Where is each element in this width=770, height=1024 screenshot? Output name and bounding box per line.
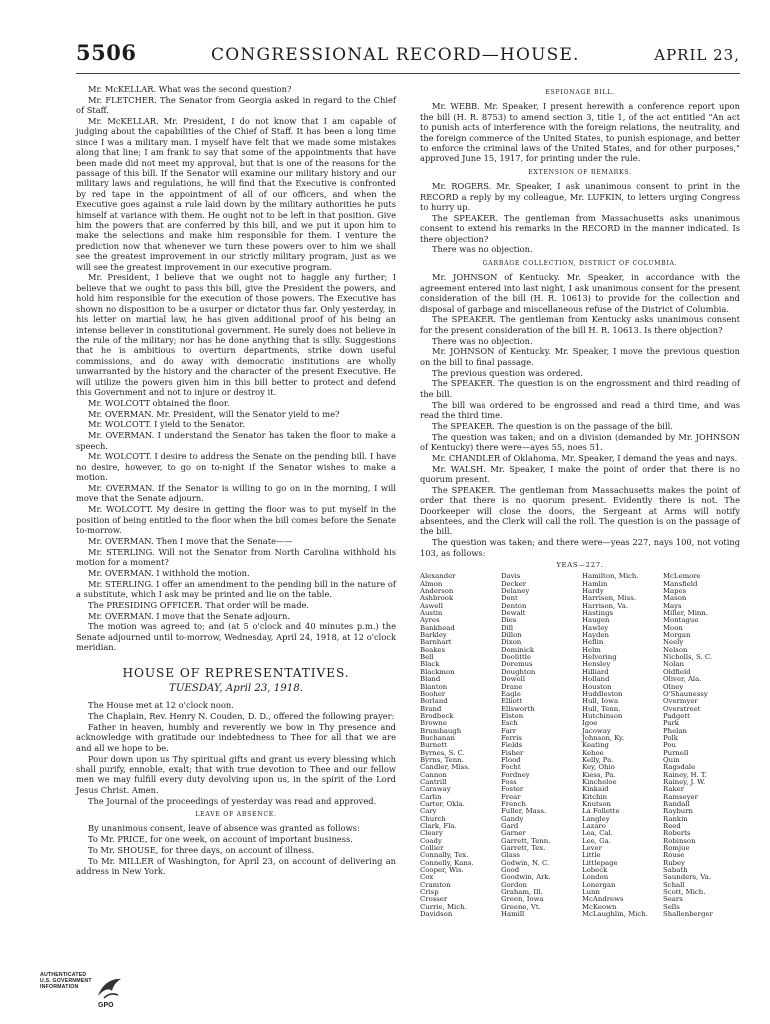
- member-name: Glass: [501, 851, 520, 860]
- member-name: Haugen: [582, 616, 610, 625]
- paragraph: The SPEAKER. The question is on the passage of the bill.: [432, 420, 673, 431]
- member-name: Ferris: [501, 733, 522, 742]
- paragraph: The question was taken; and on a division (demanded by Mr. JOHNSON of Kentucky) there were—ayes 55, noes 51.: [420, 431, 740, 452]
- member-name: Borland: [420, 697, 448, 706]
- member-name: Pou: [663, 741, 676, 750]
- member-name: Byrns, Tenn.: [420, 755, 464, 764]
- member-name: Godwin, N. C.: [501, 858, 550, 867]
- member-name: Hilliard: [582, 667, 609, 676]
- member-name: Rayburn: [663, 807, 693, 816]
- member-name: Foster: [501, 785, 524, 794]
- member-name: Dill: [501, 623, 514, 632]
- right-column: [420, 84, 740, 919]
- paragraph: The question was taken; and there were—yeas 227, nays 100, not voting 103, as follows:: [420, 537, 740, 558]
- member-name: Dewalt: [501, 609, 526, 618]
- paragraph: Mr. OVERMAN. Then I move that the Senate——: [88, 535, 293, 546]
- member-name: Hamilton, Mich.: [582, 572, 639, 581]
- paragraph: The PRESIDING OFFICER. That order will be made.: [88, 599, 310, 610]
- member-name: Overmyer: [663, 697, 698, 706]
- member-name: Kiess, Pa.: [582, 770, 616, 779]
- member-name: Elston: [501, 711, 524, 720]
- member-name: Crosser: [420, 895, 448, 904]
- member-name: Mapes: [663, 587, 687, 596]
- member-name: Alexander: [420, 572, 456, 581]
- member-name: Neely: [663, 638, 684, 647]
- member-name: O'Shaunessy: [663, 689, 708, 698]
- eagle-icon: [94, 974, 124, 1004]
- member-name: Oliver, Ala.: [663, 675, 702, 684]
- gpo-authentication-seal: [40, 972, 130, 1014]
- member-name: Gandy: [501, 814, 524, 823]
- member-name: Hayden: [582, 631, 609, 640]
- member-name: Candler, Miss.: [420, 763, 470, 772]
- paragraph: Mr. McKELLAR. Mr. President, I do not know that I am capable of judging about the capabilities of the Chief of Staff. It has been a long time since I was a military man. I myself have felt that we made some mistakes along that line; I am frank to say that some of the appointments that have been made did not meet my approval, but that is one of the reasons for the passage of this bill. If the Senator will examine our military history and our military laws and regulations, he will find that the Executive is confronted by red tape in the appointment of all of our officers, and when the Executive goes against a rule laid down by the military authorities he puts himself at variance with them. He ought not to be left in that position. Give him the powers that are conferred by this bill, and we put it upon him to make the selections and make him responsible for them. I venture the prediction now that whenever we turn these powers over to him we shall see the greatest improvement in our strictly military program, just as we will see the greatest improvement in our executive program.: [76, 116, 396, 272]
- member-name: Connally, Tex.: [420, 851, 469, 860]
- member-name: Randall: [663, 800, 690, 808]
- yeas-name-list: [420, 573, 740, 918]
- member-name: Esch: [501, 719, 518, 728]
- member-name: Brand: [420, 704, 442, 713]
- extension-section: [420, 181, 740, 255]
- member-name: Decker: [501, 579, 527, 588]
- member-name: Caraway: [420, 785, 451, 794]
- member-name: Ramseyer: [663, 792, 698, 801]
- member-name: Ashbrook: [420, 594, 454, 603]
- member-name: Hull, Tenn.: [582, 704, 621, 713]
- member-name: Johnson, Ky.: [582, 733, 625, 742]
- member-name: Denton: [501, 601, 527, 610]
- member-name: Connelly, Kans.: [420, 858, 474, 867]
- paragraph: Father in heaven, humbly and reverently we bow in Thy presence and acknowledge with gratitude our indebtedness to Thee for all that we are and all we hope to be.: [76, 721, 396, 753]
- member-name: Clark, Fla.: [420, 822, 457, 831]
- member-name: Garrett, Tex.: [501, 844, 546, 853]
- member-name: London: [582, 873, 609, 882]
- member-name: Fuller, Mass.: [501, 807, 547, 816]
- paragraph: The SPEAKER. The gentleman from Kentucky asks unanimous consent for the present consideration of the bill H. R. 10613. Is there objection?: [420, 314, 740, 335]
- left-column: [76, 84, 396, 919]
- paragraph: The House met at 12 o'clock noon.: [88, 700, 234, 711]
- member-name: Black: [420, 660, 440, 669]
- yeas-column: [420, 573, 497, 918]
- member-name: Littlepage: [582, 858, 618, 867]
- extension-heading: EXTENSION OF REMARKS.: [528, 168, 632, 176]
- paragraph: Mr. President, I believe that we ought not to haggle any further; I believe that we ought to pass this bill, give the President the powers, and hold him responsible for the execution of those powers. The Executive has shown no disposition to be a usurper or dictator thus far. Only yesterday, in his letter on martial law, he has given additional proof of his being an intense believer in constitutional government. He surely does not believe in the rule of the military; nor has he done anything that is silly. Suggestions that he is ambitious to overturn departments, strike down useful commissions, and do away with democratic institutions are wholly unwarranted by the history and the character of the present Executive. He will utilize the powers given him in this bill better to protect and defend this Government and not to injure or destroy it.: [76, 272, 396, 397]
- member-name: Igoe: [582, 719, 598, 728]
- member-name: Schall: [663, 880, 685, 889]
- member-name: Beakes: [420, 645, 446, 654]
- paragraph: The SPEAKER. The gentleman from Massachusetts makes the point of order that there is no quorum present. Evidently there is not. The Doorkeeper will close the doors, the Sergeant at Arms will notify absentees, and the Clerk will call the roll. The question is on the passage of the bill.: [420, 484, 740, 537]
- member-name: Hardy: [582, 587, 604, 596]
- member-name: Holland: [582, 675, 610, 684]
- member-name: Eagle: [501, 689, 521, 698]
- member-name: Jacoway: [582, 726, 611, 735]
- paragraph: To Mr. PRICE, for one week, on account of important business.: [88, 834, 353, 845]
- member-name: Polk: [663, 733, 678, 742]
- member-name: Cannon: [420, 770, 447, 779]
- member-name: Elliott: [501, 697, 523, 706]
- member-name: Dominick: [501, 645, 535, 654]
- paragraph: Mr. WEBB. Mr. Speaker, I present herewith a conference report upon the bill (H. R. 8753) to amend section 3, title 1, of the act entitled "An act to punish acts of interference with the foreign relations, the neutrality, and the foreign commerce of the United States, to punish espionage, and better to enforce the criminal laws of the United States, and for other purposes," approved June 15, 1917, for printing under the rule.: [420, 101, 740, 164]
- member-name: McKeown: [582, 902, 617, 911]
- member-name: McLaughlin, Mich.: [582, 910, 648, 919]
- paragraph: Mr. CHANDLER of Oklahoma. Mr. Speaker, I demand the yeas and nays.: [432, 452, 738, 463]
- yeas-column: [501, 573, 578, 918]
- paragraph: There was no objection.: [432, 335, 533, 346]
- paragraph: By unanimous consent, leave of absence was granted as follows:: [88, 823, 360, 834]
- member-name: Sabath: [663, 866, 688, 875]
- member-name: Kinkaid: [582, 785, 609, 794]
- member-name: Hawley: [582, 623, 609, 632]
- member-name: Fisher: [501, 748, 524, 757]
- member-name: Davidson: [420, 910, 453, 919]
- member-name: Sears: [663, 895, 683, 904]
- member-name: Park: [663, 719, 679, 728]
- member-name: Lazaro: [582, 822, 606, 831]
- member-name: Overstreet: [663, 704, 701, 713]
- paragraph: Mr. OVERMAN. I withhold the motion.: [88, 567, 250, 578]
- paragraph: The SPEAKER. The question is on the engrossment and third reading of the bill.: [420, 378, 740, 399]
- house-heading: HOUSE OF REPRESENTATIVES.: [122, 665, 350, 680]
- member-name: Coady: [420, 836, 442, 845]
- member-name: Focht: [501, 763, 521, 772]
- member-name: McAndrews: [582, 895, 624, 904]
- yeas-column: [582, 573, 659, 918]
- paragraph: The Chaplain, Rev. Henry N. Couden, D. D., offered the following prayer:: [88, 711, 395, 722]
- paragraph: Mr. STERLING. I offer an amendment to the pending bill in the nature of a substitute, which I ask may be printed and lie on the table.: [76, 578, 396, 599]
- paragraph: To Mr. SHOUSE, for three days, on account of illness.: [88, 845, 315, 856]
- member-name: Olney: [663, 682, 684, 691]
- member-name: Garner: [501, 829, 526, 838]
- member-name: Hamill: [501, 910, 525, 919]
- member-name: Cox: [420, 873, 434, 882]
- member-name: Hastings: [582, 609, 614, 618]
- member-name: Delaney: [501, 587, 530, 596]
- member-name: Mansfield: [663, 579, 698, 588]
- paragraph: Mr. JOHNSON of Kentucky. Mr. Speaker, in accordance with the agreement entered into last night, I ask unanimous consent for the present consideration of the bill (H. R. 10613) to provide for the collection and disposal of garbage and miscellaneous refuse of the District of Columbia.: [420, 272, 740, 314]
- running-title: CONGRESSIONAL RECORD—HOUSE.: [211, 45, 580, 65]
- member-name: Rainey, J. W.: [663, 777, 706, 786]
- member-name: Lever: [582, 844, 602, 853]
- member-name: Barnhart: [420, 638, 452, 647]
- member-name: Frear: [501, 792, 521, 801]
- member-name: Fields: [501, 741, 523, 750]
- member-name: Padgett: [663, 711, 690, 720]
- member-name: Dixon: [501, 638, 522, 647]
- paragraph: Mr. OVERMAN. I understand the Senator has taken the floor to make a speech.: [76, 430, 396, 451]
- member-name: Ellsworth: [501, 704, 535, 713]
- member-name: Cooper, Wis.: [420, 866, 464, 875]
- leave-of-absence: [76, 823, 396, 876]
- member-name: Hutchinson: [582, 711, 623, 720]
- espionage-section: [420, 101, 740, 163]
- member-name: Fordney: [501, 770, 530, 779]
- house-session-date: TUESDAY, April 23, 1918.: [169, 682, 303, 694]
- page-number: 5506: [76, 40, 137, 65]
- yeas-column: [663, 573, 740, 918]
- member-name: Green, Iowa: [501, 895, 544, 904]
- member-name: Langley: [582, 814, 610, 823]
- member-name: Foss: [501, 777, 517, 786]
- member-name: Cramton: [420, 880, 451, 889]
- garbage-section: [420, 272, 740, 558]
- member-name: La Follette: [582, 807, 620, 816]
- member-name: Little: [582, 851, 601, 860]
- member-name: Church: [420, 814, 446, 823]
- member-name: Currie, Mich.: [420, 902, 467, 911]
- member-name: Hamlin: [582, 579, 608, 588]
- member-name: Nolan: [663, 660, 684, 669]
- leave-heading: LEAVE OF ABSENCE.: [195, 811, 277, 819]
- member-name: Roberts: [663, 829, 691, 838]
- member-name: Lobeck: [582, 866, 608, 875]
- member-name: Rainey, H. T.: [663, 770, 707, 779]
- paragraph: Mr. ROGERS. Mr. Speaker, I ask unanimous consent to print in the RECORD a reply by my colleague, Mr. LUFKIN, to letters urging Congress to hurry up.: [420, 181, 740, 213]
- member-name: Quin: [663, 755, 680, 764]
- espionage-heading: ESPIONAGE BILL.: [545, 89, 615, 96]
- member-name: Harrison, Va.: [582, 601, 629, 610]
- paragraph: Mr. WALSH. Mr. Speaker, I make the point of order that there is no quorum present.: [420, 463, 740, 484]
- member-name: Garrett, Tenn.: [501, 836, 551, 845]
- member-name: Byrnes, S. C.: [420, 748, 465, 757]
- member-name: Saunders, Va.: [663, 873, 712, 882]
- paragraph: Mr. JOHNSON of Kentucky. Mr. Speaker, I move the previous question on the bill to final passage.: [420, 346, 740, 367]
- seal-text: AUTHENTICATED U.S. GOVERNMENT INFORMATION: [40, 972, 92, 990]
- member-name: French: [501, 800, 526, 808]
- running-date: APRIL 23,: [654, 46, 740, 64]
- member-name: Gordon: [501, 880, 527, 889]
- member-name: Nicholls, S. C.: [663, 653, 713, 662]
- member-name: Cantrill: [420, 777, 447, 786]
- member-name: Drane: [501, 682, 523, 691]
- senate-proceedings: [76, 84, 396, 653]
- member-name: Dowell: [501, 675, 526, 684]
- member-name: Carter, Okla.: [420, 800, 465, 808]
- paragraph: Pour down upon us Thy spiritual gifts and grant us every blessing which shall purify, ennoble, exalt; that with true devotion to Thee and our fellow men we may fulfill every duty devolving upon us, in the spirit of the Lord Jesus Christ. Amen.: [76, 753, 396, 795]
- member-name: Mays: [663, 601, 682, 610]
- member-name: Cary: [420, 807, 437, 816]
- member-name: Brumbaugh: [420, 726, 462, 735]
- member-name: Harrison, Miss.: [582, 594, 636, 603]
- paragraph: Mr. OVERMAN. I move that the Senate adjourn.: [88, 610, 290, 621]
- member-name: Austin: [420, 609, 443, 618]
- member-name: Miller, Minn.: [663, 609, 708, 618]
- member-name: Crisp: [420, 888, 439, 897]
- member-name: Romjue: [663, 844, 690, 853]
- member-name: Bankhead: [420, 623, 455, 632]
- paragraph: Mr. OVERMAN. If the Senator is willing to go on in the morning, I will move that the Senate adjourn.: [76, 482, 396, 504]
- member-name: Heflin: [582, 638, 604, 647]
- paragraph: The SPEAKER. The gentleman from Massachusetts asks unanimous consent to extend his remarks in the RECORD in the manner indicated. Is there objection?: [420, 212, 740, 244]
- page-header: [76, 40, 740, 74]
- member-name: Davis: [501, 572, 521, 581]
- member-name: Doolittle: [501, 653, 532, 662]
- member-name: Reed: [663, 822, 681, 831]
- member-name: Goodwin, Ark.: [501, 873, 551, 882]
- member-name: Lee, Ga.: [582, 836, 611, 845]
- member-name: Collier: [420, 844, 444, 853]
- member-name: Aswell: [420, 601, 443, 610]
- member-name: Purnell: [663, 748, 689, 757]
- member-name: Carlin: [420, 792, 442, 801]
- paragraph: Mr. WOLCOTT. I desire to address the Senate on the pending bill. I have no desire, however, to go on to-night if the Senator wishes to make a motion.: [76, 451, 396, 483]
- member-name: Mason: [663, 594, 687, 603]
- member-name: Helvering: [582, 653, 617, 662]
- member-name: Houston: [582, 682, 612, 691]
- paragraph: Mr. FLETCHER. The Senator from Georgia asked in regard to the Chief of Staff.: [76, 94, 396, 116]
- member-name: Bland: [420, 675, 441, 684]
- member-name: Montague: [663, 616, 699, 625]
- member-name: Lea, Cal.: [582, 829, 613, 838]
- member-name: Huddleston: [582, 689, 623, 698]
- house-opening: [76, 700, 396, 806]
- member-name: Moon: [663, 623, 683, 632]
- member-name: Kelly, Pa.: [582, 755, 614, 764]
- member-name: Cleary: [420, 829, 443, 838]
- member-name: Knutson: [582, 800, 611, 808]
- member-name: Doughton: [501, 667, 536, 676]
- member-name: Rouse: [663, 851, 685, 860]
- member-name: Almon: [420, 579, 443, 588]
- member-name: Blackmon: [420, 667, 455, 676]
- member-name: Burnett: [420, 741, 447, 750]
- paragraph: Mr. McKELLAR. What was the second question?: [88, 84, 292, 94]
- member-name: Ragsdale: [663, 763, 696, 772]
- member-name: Ayres: [420, 616, 440, 625]
- member-name: Key, Ohio: [582, 763, 615, 772]
- member-name: Shallenberger: [663, 910, 713, 919]
- paragraph: The bill was ordered to be engrossed and read a third time, and was read the third time.: [420, 399, 740, 420]
- paragraph: To Mr. MILLER of Washington, for April 23, on account of delivering an address in New York.: [76, 855, 396, 877]
- paragraph: There was no objection.: [432, 244, 533, 255]
- member-name: Greene, Vt.: [501, 902, 541, 911]
- member-name: Robinson: [663, 836, 696, 845]
- member-name: Kitchin: [582, 792, 608, 801]
- member-name: Morgan: [663, 631, 691, 640]
- member-name: Lonergan: [582, 880, 616, 889]
- gpo-mark: GPO: [98, 1002, 114, 1009]
- member-name: Anderson: [420, 587, 454, 596]
- paragraph: Mr. OVERMAN. Mr. President, will the Senator yield to me?: [88, 408, 340, 419]
- member-name: Kehoe: [582, 748, 604, 757]
- member-name: Flood: [501, 755, 521, 764]
- member-name: McLemore: [663, 572, 701, 581]
- member-name: Dillon: [501, 631, 522, 640]
- paragraph: Mr. STERLING. Will not the Senator from North Carolina withhold his motion for a moment?: [76, 546, 396, 567]
- member-name: Kincheloe: [582, 777, 617, 786]
- member-name: Brodbeck: [420, 711, 454, 720]
- paragraph: The Journal of the proceedings of yesterday was read and approved.: [88, 795, 377, 806]
- member-name: Hull, Iowa: [582, 697, 619, 706]
- paragraph: The motion was agreed to; and (at 5 o'clock and 40 minutes p.m.) the Senate adjourned until to-morrow, Wednesday, April 24, 1918, at 12 o'clock meridian.: [76, 621, 396, 653]
- member-name: Booher: [420, 689, 446, 698]
- member-name: Doremus: [501, 660, 533, 669]
- member-name: Raker: [663, 785, 685, 794]
- member-name: Oldfield: [663, 667, 691, 676]
- member-name: Phelan: [663, 726, 687, 735]
- member-name: Buchanan: [420, 733, 455, 742]
- member-name: Rankin: [663, 814, 688, 823]
- paragraph: Mr. WOLCOTT. My desire in getting the floor was to put myself in the position of being entitled to the floor when the bill comes before the Senate to-morrow.: [76, 504, 396, 535]
- yeas-heading: YEAS—227.: [556, 560, 604, 569]
- member-name: Dent: [501, 594, 518, 603]
- member-name: Keating: [582, 741, 609, 750]
- text-columns: [76, 84, 740, 919]
- member-name: Nelson: [663, 645, 688, 654]
- member-name: Helm: [582, 645, 601, 654]
- member-name: Farr: [501, 726, 517, 735]
- member-name: Dies: [501, 616, 517, 625]
- member-name: Browne: [420, 719, 447, 728]
- member-name: Sells: [663, 902, 680, 911]
- paragraph: Mr. WOLCOTT obtained the floor.: [88, 397, 230, 408]
- member-name: Graham, Ill.: [501, 888, 543, 897]
- member-name: Lunn: [582, 888, 600, 897]
- member-name: Barkley: [420, 631, 447, 640]
- member-name: Scott, Mich.: [663, 888, 706, 897]
- member-name: Bell: [420, 653, 434, 662]
- garbage-heading: GARBAGE COLLECTION, DISTRICT OF COLUMBIA.: [482, 259, 678, 267]
- member-name: Good: [501, 866, 520, 875]
- member-name: Blanton: [420, 682, 448, 691]
- paragraph: Mr. WOLCOTT. I yield to the Senator.: [88, 419, 245, 430]
- member-name: Hensley: [582, 660, 611, 669]
- paragraph: The previous question was ordered.: [432, 367, 583, 378]
- member-name: Gard: [501, 822, 519, 831]
- member-name: Rubey: [663, 858, 686, 867]
